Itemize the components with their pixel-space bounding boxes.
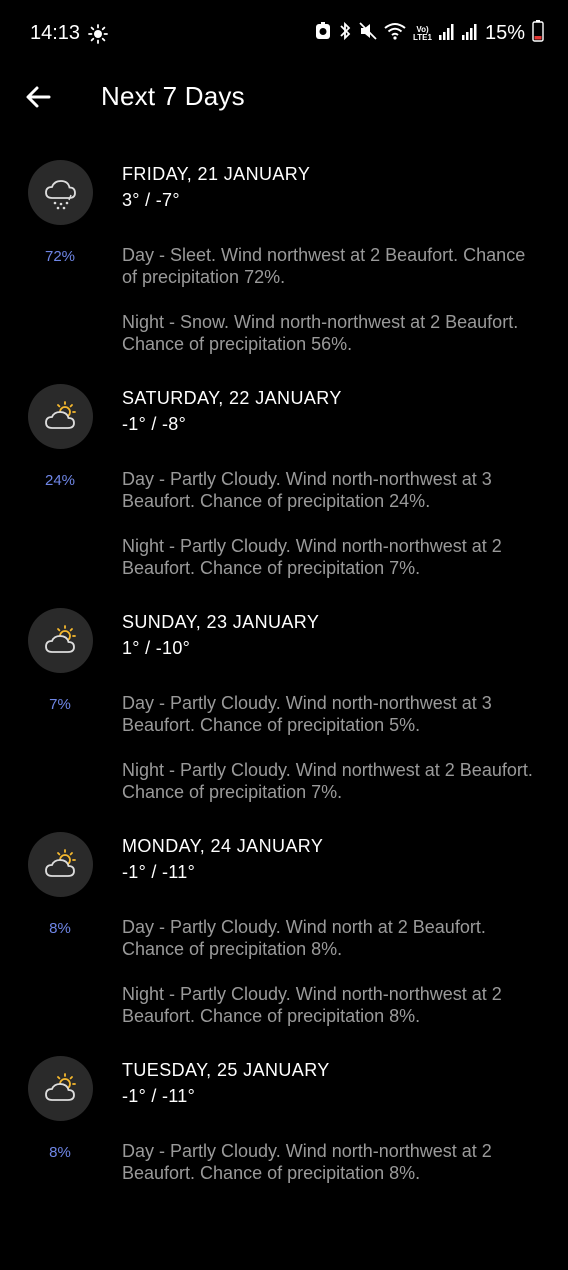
- partly-cloudy-icon: [28, 1056, 93, 1121]
- forecast-day-row[interactable]: [0, 822, 568, 1046]
- sleet-icon: [28, 160, 93, 225]
- partly-cloudy-icon: [28, 608, 93, 673]
- page-title: Next 7 Days: [101, 81, 245, 111]
- precipitation-chance: 72%: [44, 248, 76, 265]
- forecast-day-row[interactable]: [0, 374, 568, 598]
- forecast-day-row[interactable]: [0, 1046, 568, 1270]
- day-date: TUESDAY, 25 JANUARY: [122, 1060, 330, 1080]
- night-description: Night - Snow. Wind north-northwest at 2 Beaufort. Chance of precipitation 56%.: [122, 312, 519, 354]
- day-description: Day - Partly Cloudy. Wind north-northwest at 3 Beaufort. Chance of precipitation 5%.: [122, 693, 492, 735]
- day-date: MONDAY, 24 JANUARY: [122, 836, 324, 856]
- temperature-range: -1° / -11°: [122, 1086, 196, 1106]
- day-date: FRIDAY, 21 JANUARY: [122, 164, 311, 184]
- temperature-range: 1° / -10°: [122, 638, 191, 658]
- signal-icon-2: [462, 22, 478, 45]
- temperature-range: 3° / -7°: [122, 190, 180, 210]
- day-description: Day - Partly Cloudy. Wind north-northwest at 2 Beaufort. Chance of precipitation 8%.: [122, 1141, 492, 1183]
- day-date: SUNDAY, 23 JANUARY: [122, 612, 320, 632]
- night-description: Night - Partly Cloudy. Wind north-northwest at 2 Beaufort. Chance of precipitation 8%.: [122, 984, 502, 1026]
- partly-cloudy-icon: [28, 832, 93, 897]
- partly-cloudy-icon: [28, 384, 93, 449]
- volte-icon: Vo) LTE1: [413, 24, 432, 42]
- night-description: Night - Partly Cloudy. Wind north-northwest at 2 Beaufort. Chance of precipitation 7%.: [122, 536, 502, 578]
- day-date: SATURDAY, 22 JANUARY: [122, 388, 342, 408]
- temperature-range: -1° / -8°: [122, 414, 187, 434]
- sun-status-icon: [88, 24, 108, 49]
- day-description: Day - Partly Cloudy. Wind north-northwest at 3 Beaufort. Chance of precipitation 24%.: [122, 469, 492, 511]
- status-bar: [0, 0, 568, 68]
- wifi-icon: [384, 21, 406, 46]
- mute-icon: [359, 21, 377, 46]
- battery-percent: 15%: [484, 22, 525, 44]
- status-time: 14:13: [30, 22, 81, 44]
- forecast-day-row[interactable]: [0, 598, 568, 822]
- night-description: Night - Partly Cloudy. Wind northwest at 2 Beaufort. Chance of precipitation 7%.: [122, 760, 533, 802]
- data-saver-icon: [315, 21, 331, 46]
- back-arrow-icon: [22, 80, 56, 114]
- precipitation-chance: 24%: [44, 472, 76, 489]
- precipitation-chance: 7%: [49, 696, 71, 713]
- forecast-day-row[interactable]: [0, 150, 568, 374]
- battery-icon: [532, 20, 544, 47]
- day-description: Day - Partly Cloudy. Wind north at 2 Beaufort. Chance of precipitation 8%.: [122, 917, 486, 959]
- back-button[interactable]: [22, 80, 56, 114]
- precipitation-chance: 8%: [49, 920, 71, 937]
- precipitation-chance: 8%: [49, 1144, 71, 1161]
- bluetooth-icon: [338, 21, 352, 46]
- app-header: [0, 68, 568, 128]
- temperature-range: -1° / -11°: [122, 862, 196, 882]
- forecast-list[interactable]: [0, 150, 568, 1270]
- signal-icon-1: [439, 22, 455, 45]
- day-description: Day - Sleet. Wind northwest at 2 Beaufort. Chance of precipitation 72%.: [122, 245, 526, 287]
